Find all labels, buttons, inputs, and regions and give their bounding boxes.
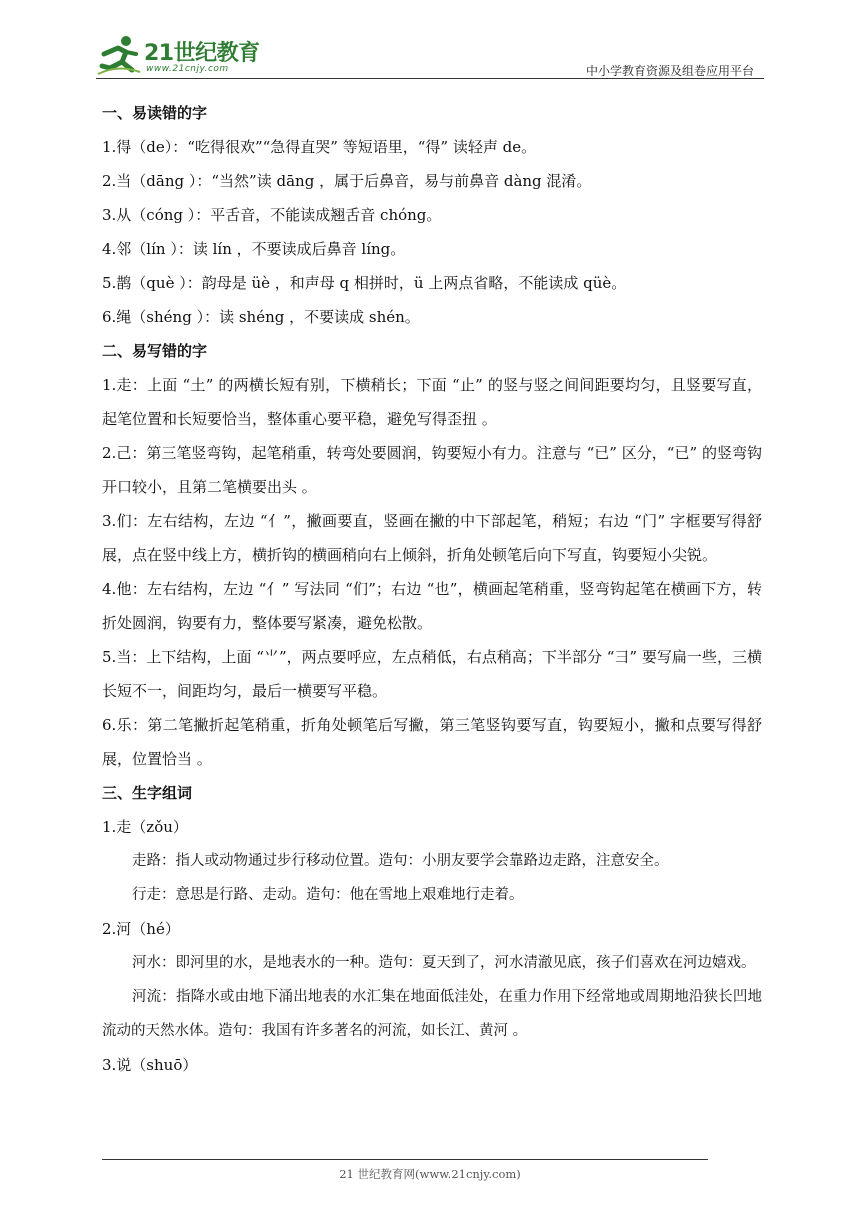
list-item: 2.当（dāng ）：“当然”读 dāng ，属于后鼻音，易与前鼻音 dàng 混淆。 [102, 172, 592, 190]
word-heading: 1.走（zǒu） [102, 818, 188, 836]
list-item: 3.们：左右结构，左边 “亻”，撇画要直，竖画在撇的中下部起笔，稍短；右边 “门” 字框要写得舒展，点在竖中线上方，横折钩的横画稍向右上倾斜，折角处顿笔后向下写直，钩要短小尖锐。 [102, 512, 762, 564]
word-example: 河流：指降水或由地下涌出地表的水汇集在地面低洼处，在重力作用下经常地或周期地沿狭长凹地流动的天然水体。造句：我国有许多著名的河流，如长江、黄河 。 [102, 989, 762, 1039]
section-title: 一、易读错的字 [102, 104, 208, 122]
word-heading: 2.河（hé） [102, 920, 180, 938]
document-body [102, 96, 762, 1082]
header-divider [96, 78, 764, 79]
list-item: 2.己：第三笔竖弯钩，起笔稍重，转弯处要圆润，钩要短小有力。注意与 “已” 区分，“已” 的竖弯钩开口较小，且第二笔横要出头 。 [102, 444, 762, 496]
list-item: 1.走：上面 “土” 的两横长短有别，下横稍长；下面 “止” 的竖与竖之间间距要均匀，且竖要写直，起笔位置和长短要恰当，整体重心要平稳，避免写得歪扭 。 [102, 376, 762, 428]
runner-logo-icon [96, 34, 142, 78]
list-item: 4.他：左右结构，左边 “亻” 写法同 “们”；右边 “也”，横画起笔稍重，竖弯钩起笔在横画下方，转折处圆润，钩要有力，整体要写紧凑，避免松散。 [102, 580, 762, 632]
section-title: 三、生字组词 [102, 784, 193, 802]
list-item: 6.绳（shéng ）：读 shéng ，不要读成 shén。 [102, 308, 420, 326]
footer-divider [102, 1159, 708, 1160]
list-item: 6.乐：第二笔撇折起笔稍重，折角处顿笔后写撇，第三笔竖钩要写直，钩要短小，撇和点要写得舒展，位置恰当 。 [102, 716, 762, 768]
logo-text: 21世纪教育 [144, 41, 260, 66]
logo [96, 34, 266, 78]
page-footer: 21 世纪教育网(www.21cnjy.com) [339, 1167, 521, 1181]
word-example: 河水：即河里的水，是地表水的一种。造句：夏天到了，河水清澈见底，孩子们喜欢在河边嬉戏。 [132, 955, 756, 971]
header-tagline: 中小学教育资源及组卷应用平台 [585, 64, 754, 78]
page-header [96, 34, 764, 80]
list-item: 3.从（cóng ）：平舌音，不能读成翘舌音 chóng。 [102, 206, 442, 224]
list-item: 5.鹊（què ）：韵母是 üè ，和声母 q 相拼时，ü 上两点省略，不能读成 qüè。 [102, 274, 627, 292]
logo-url: www.21cnjy.com [146, 64, 229, 74]
section-title: 二、易写错的字 [102, 342, 208, 360]
word-example: 行走：意思是行路、走动。造句：他在雪地上艰难地行走着。 [132, 887, 524, 903]
word-heading: 3.说（shuō） [102, 1056, 198, 1074]
list-item: 4.邻（lín ）：读 lín ，不要读成后鼻音 líng。 [102, 240, 406, 258]
list-item: 5.当：上下结构，上面 “⺌”，两点要呼应，左点稍低，右点稍高；下半部分 “彐” 要写扁一些，三横长短不一，间距均匀，最后一横要写平稳。 [102, 648, 762, 700]
word-example: 走路：指人或动物通过步行移动位置。造句：小朋友要学会靠路边走路，注意安全。 [132, 853, 669, 869]
list-item: 1.得（de）：“吃得很欢”“急得直哭” 等短语里，“得” 读轻声 de。 [102, 138, 537, 156]
